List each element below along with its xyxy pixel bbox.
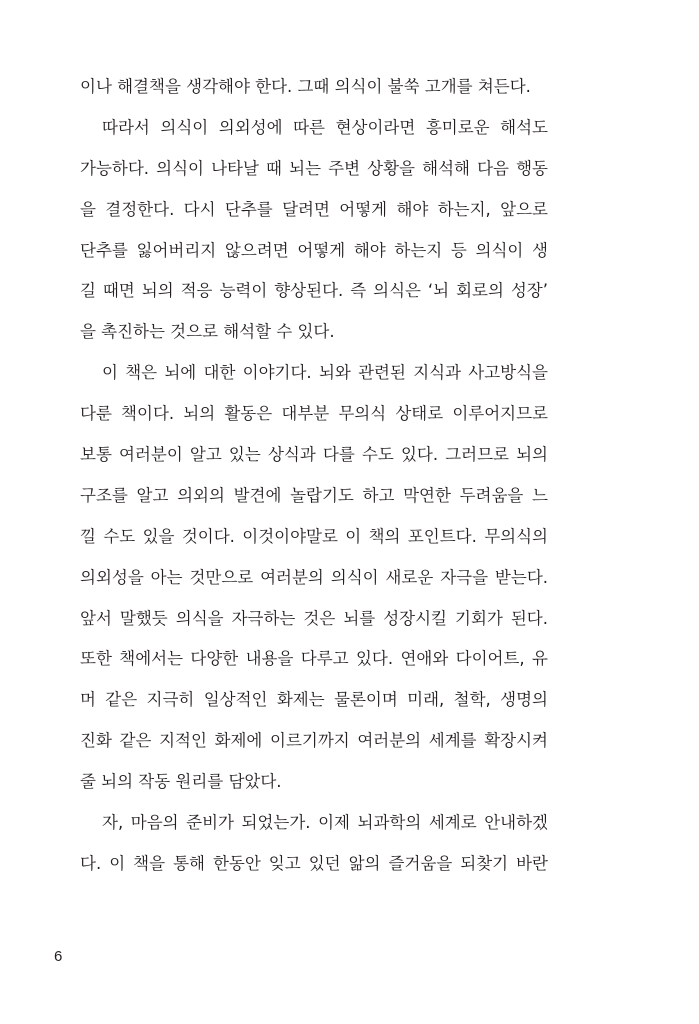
text-line: 진화 같은 지적인 화제에 이르기까지 여러분의 세계를 확장시켜 [80, 731, 548, 751]
text-line: 보통 여러분이 알고 있는 상식과 다를 수도 있다. 그러므로 뇌의 [80, 445, 548, 465]
paragraph [80, 803, 548, 885]
text-line: 을 촉진하는 것으로 해석할 수 있다. [80, 322, 335, 342]
body-text [80, 67, 548, 885]
text-line: 다룬 책이다. 뇌의 활동은 대부분 무의식 상태로 이루어지므로 [80, 404, 548, 424]
paragraph [80, 108, 548, 353]
text-line: 낄 수도 있을 것이다. 이것이야말로 이 책의 포인트다. 무의식의 [80, 526, 548, 546]
text-line: 또한 책에서는 다양한 내용을 다루고 있다. 연애와 다이어트, 유 [80, 649, 548, 669]
text-line: 가능하다. 의식이 나타날 때 뇌는 주변 상황을 해석해 다음 행동 [80, 158, 548, 178]
text-line: 구조를 알고 의외의 발견에 놀랍기도 하고 막연한 두려움을 느 [80, 485, 548, 505]
text-line: 다. 이 책을 통해 한동안 잊고 있던 앎의 즐거움을 되찾기 바란 [80, 853, 548, 873]
text-line: 단추를 잃어버리지 않으려면 어떻게 해야 하는지 등 의식이 생 [80, 240, 548, 260]
text-line: 길 때면 뇌의 적응 능력이 향상된다. 즉 의식은 ‘뇌 회로의 성장’ [80, 281, 548, 301]
text-line: 을 결정한다. 다시 단추를 달려면 어떻게 해야 하는지, 앞으로 [80, 199, 548, 219]
paragraph [80, 353, 548, 803]
text-line: 앞서 말했듯 의식을 자극하는 것은 뇌를 성장시킬 기회가 된다. [80, 608, 548, 628]
text-line: 자, 마음의 준비가 되었는가. 이제 뇌과학의 세계로 안내하겠 [102, 813, 548, 833]
text-line: 머 같은 지극히 일상적인 화제는 물론이며 미래, 철학, 생명의 [80, 690, 548, 710]
page-number: 6 [54, 948, 63, 965]
paragraph [80, 67, 548, 108]
text-line: 이 책은 뇌에 대한 이야기다. 뇌와 관련된 지식과 사고방식을 [102, 363, 548, 383]
text-line: 따라서 의식이 의외성에 따른 현상이라면 흥미로운 해석도 [102, 117, 548, 137]
text-line: 의외성을 아는 것만으로 여러분의 의식이 새로운 자극을 받는다. [80, 567, 548, 587]
text-line: 줄 뇌의 작동 원리를 담았다. [80, 772, 282, 792]
text-line: 이나 해결책을 생각해야 한다. 그때 의식이 불쑥 고개를 쳐든다. [80, 77, 531, 96]
